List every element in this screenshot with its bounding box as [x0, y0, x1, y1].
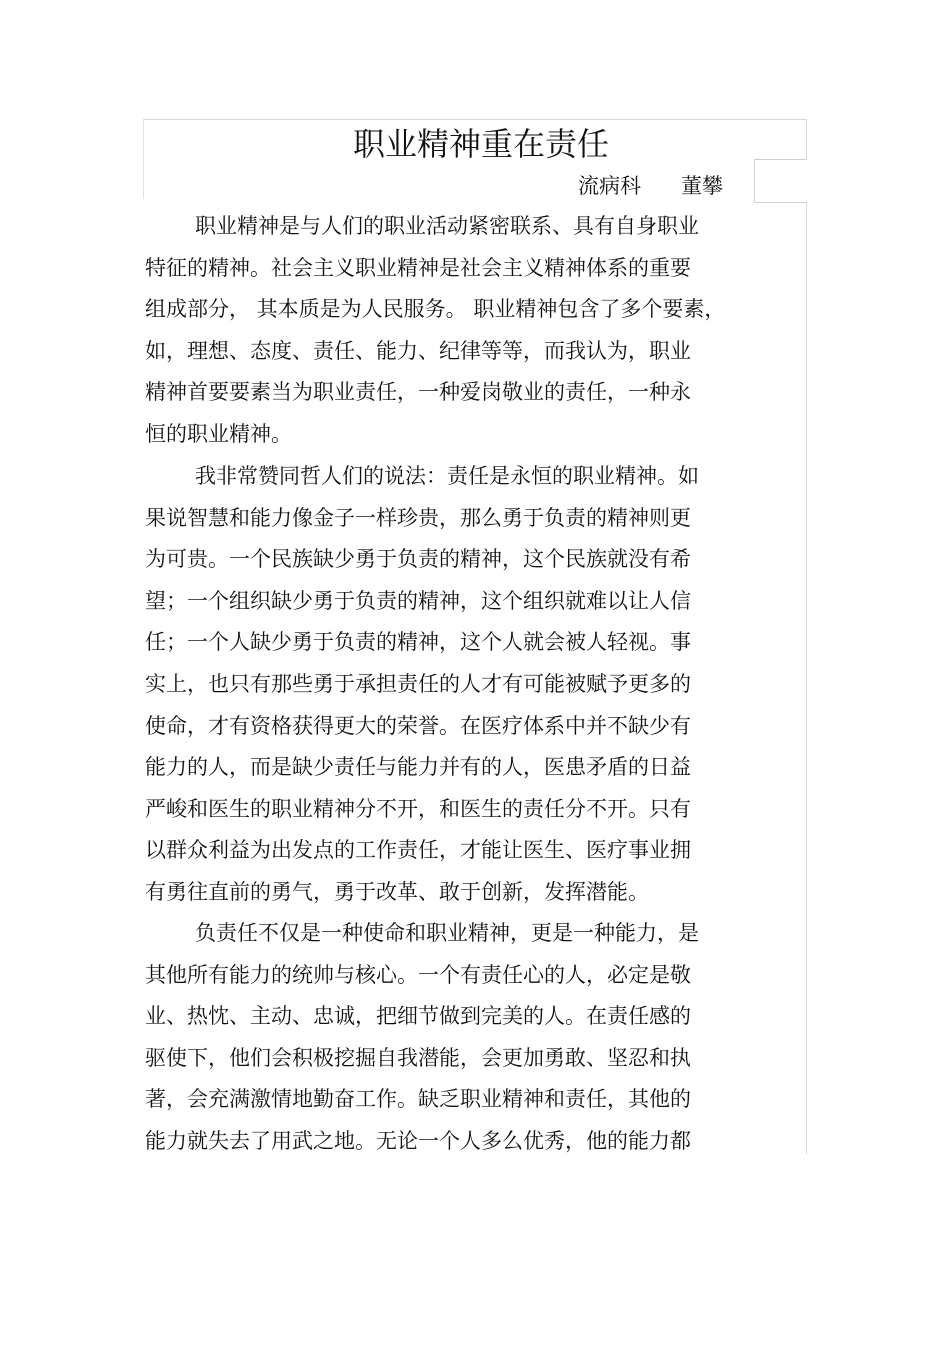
page-frame-top-border — [143, 119, 806, 120]
paragraph-3 — [145, 913, 699, 1163]
paragraph-line: 恒的职业精神。 — [145, 421, 292, 446]
paragraph-line: 我非常赞同哲人们的说法：责任是永恒的职业精神。如 — [195, 464, 699, 488]
paragraph-line: 著，会充满激情地勤奋工作。缺乏职业精神和责任，其他的 — [145, 1087, 691, 1112]
paragraph-line: 有勇往直前的勇气，勇于改革、敢于创新，发挥潜能。 — [145, 879, 649, 904]
paragraph-line: 使命，才有资格获得更大的荣誉。在医疗体系中并不缺少有 — [145, 713, 691, 738]
paragraph-1 — [145, 206, 725, 456]
paragraph-line: 驱使下，他们会积极挖掘自我潜能，会更加勇敢、坚忍和执 — [145, 1045, 691, 1070]
document-title: 职业精神重在责任 — [352, 125, 609, 163]
paragraph-line: 严峻和医生的职业精神分不开，和医生的责任分不开。只有 — [145, 796, 691, 821]
paragraph-line: 能力的人，而是缺少责任与能力并有的人，医患矛盾的日益 — [145, 755, 691, 780]
paragraph-line: 精神首要要素当为职业责任，一种爱岗敬业的责任，一种永 — [145, 380, 691, 405]
paragraph-2 — [145, 456, 699, 914]
paragraph-line: 职业精神是与人们的职业活动紧密联系、具有自身职业 — [195, 214, 699, 238]
author-byline: 流病科 董攀 — [578, 174, 724, 198]
paragraph-line: 能力就失去了用武之地。无论一个人多么优秀，他的能力都 — [145, 1128, 691, 1153]
paragraph-line: 任；一个人缺少勇于负责的精神，这个人就会被人轻视。事 — [145, 630, 691, 655]
paragraph-line: 为可贵。一个民族缺少勇于负责的精神，这个民族就没有希 — [145, 547, 691, 572]
paragraph-line: 业、热忱、主动、忠诚，把细节做到完美的人。在责任感的 — [145, 1004, 691, 1029]
paragraph-line: 以群众利益为出发点的工作责任，才能让医生、医疗事业拥 — [145, 838, 691, 863]
paragraph-line: 负责任不仅是一种使命和职业精神，更是一种能力，是 — [195, 921, 699, 945]
paragraph-line: 果说智慧和能力像金子一样珍贵，那么勇于负责的精神则更 — [145, 505, 691, 530]
paragraph-line: 组成部分， 其本质是为人民服务。 职业精神包含了多个要素， — [145, 297, 726, 322]
page-frame-right-border — [806, 119, 807, 1154]
paragraph-line: 其他所有能力的统帅与核心。一个有责任心的人，必定是敬 — [145, 962, 691, 987]
paragraph-line: 望；一个组织缺少勇于负责的精神，这个组织就难以让人信 — [145, 588, 691, 613]
paragraph-line: 实上，也只有那些勇于承担责任的人才有可能被赋予更多的 — [145, 671, 691, 696]
paragraph-line: 如，理想、态度、责任、能力、纪律等等，而我认为，职业 — [145, 338, 691, 363]
paragraph-line: 特征的精神。社会主义职业精神是社会主义精神体系的重要 — [145, 255, 691, 280]
